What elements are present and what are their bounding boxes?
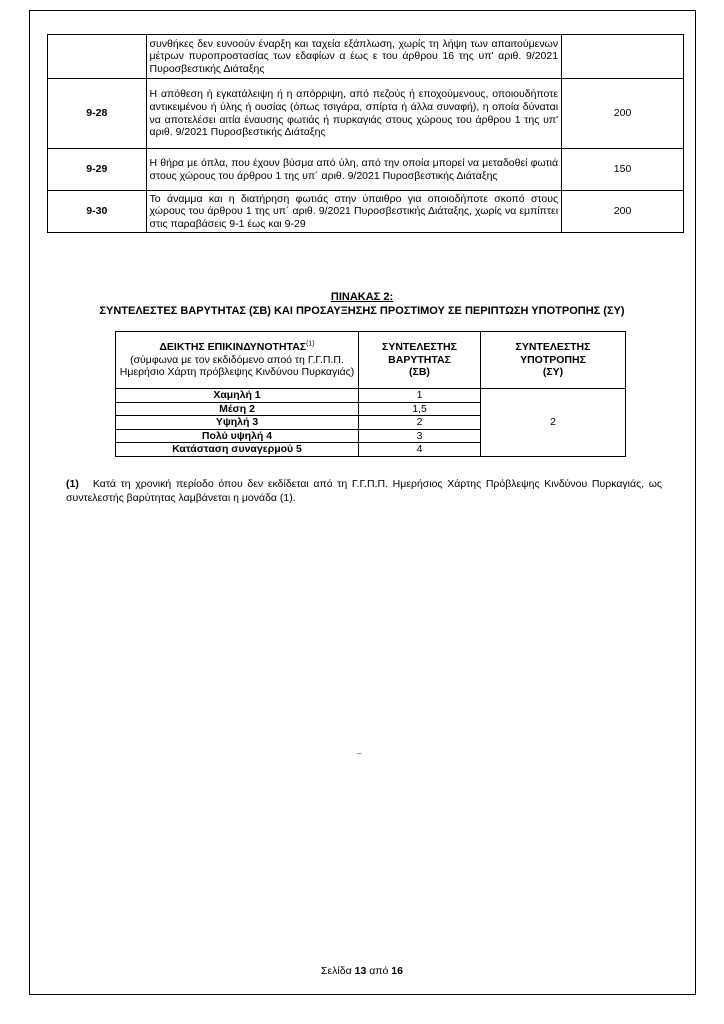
header-line: ΥΠΟΤΡΟΠΗΣ xyxy=(520,353,586,366)
table-row xyxy=(116,389,626,403)
severity-value: 2 xyxy=(359,416,481,430)
violation-fine: 200 xyxy=(562,191,684,233)
violation-fine xyxy=(562,35,684,79)
header-line: ΣΥΝΤΕΛΕΣΤΗΣ xyxy=(382,341,457,354)
footer-prefix: Σελίδα xyxy=(321,965,352,977)
risk-level: Υψηλή 3 xyxy=(116,416,359,430)
violation-code xyxy=(48,35,147,79)
violation-fine: 150 xyxy=(562,149,684,191)
footer-page-number: 13 xyxy=(354,965,367,977)
table-row xyxy=(48,35,684,79)
severity-value: 3 xyxy=(359,429,481,443)
risk-level: Μέση 2 xyxy=(116,402,359,416)
footnote xyxy=(66,478,662,505)
header-recidivism-coefficient xyxy=(481,332,626,389)
header-line: (ΣΒ) xyxy=(409,366,430,379)
severity-value: 1 xyxy=(359,389,481,403)
table-header-row xyxy=(116,332,626,389)
footnote-marker: (1) xyxy=(66,478,79,490)
header-line: (ΣΥ) xyxy=(542,366,564,379)
page-footer xyxy=(0,965,724,977)
risk-level: Χαμηλή 1 xyxy=(116,389,359,403)
footnote-ref: (1) xyxy=(306,340,315,348)
violation-code: 9-29 xyxy=(48,149,147,191)
table-row xyxy=(48,79,684,149)
header-risk-index xyxy=(116,332,359,389)
header-risk-index-note: (σύμφωνα με τον εκδιδόμενο αποό τη Γ.Γ.Π.Π. Ημερήσιο Χάρτη πρόβλεψης Κινδύνου Πυρκαγιάς) xyxy=(119,353,355,379)
recidivism-value: 2 xyxy=(481,389,626,457)
header-severity-coefficient xyxy=(359,332,481,389)
violation-description: Η θήρα με όπλα, που έχουν βύσμα από ύλη, από την οποία μπορεί να μεταδοθεί φωτιά στους χώρους του άρθρου 1 της υπ´ αριθ. 9/2021 Πυροσβεστικής Διάταξης xyxy=(146,149,562,191)
footer-middle: από xyxy=(369,965,389,977)
severity-value: 1,5 xyxy=(359,402,481,416)
header-line: ΣΥΝΤΕΛΕΣΤΗΣ xyxy=(515,341,591,354)
violation-description: Η απόθεση ή εγκατάλειψη ή η απόρριψη, από πεζούς ή εποχούμενους, οποιουδήποτε αντικειμένου ή ύλης ή ουσίας (όπως τσιγάρα, σπίρτα ή άλλα συναφή), η οποία δύναται να αποτελέσει αιτία έναυσης φωτιάς ή πυρκαγιάς στους χώρους του άρθρου 1 της υπ' αριθ. 9/2021 Πυροσβεστικής Διάταξης xyxy=(146,79,562,149)
footer-total-pages: 16 xyxy=(391,965,403,977)
header-risk-index-title: ΔΕΙΚΤΗΣ ΕΠΙΚΙΝΔΥΝΟΤΗΤΑΣ xyxy=(159,341,307,354)
violation-code: 9-28 xyxy=(48,79,147,149)
table2-title: ΠΙΝΑΚΑΣ 2: xyxy=(330,291,394,303)
table2-subtitle: ΣΥΝΤΕΛΕΣΤΕΣ ΒΑΡΥΤΗΤΑΣ (ΣΒ) ΚΑΙ ΠΡΟΣΑΥΞΗΣΗΣ ΠΡΟΣΤΙΜΟΥ ΣΕ ΠΕΡΙΠΤΩΣΗ ΥΠΟΤΡΟΠΗΣ (ΣΥ) xyxy=(99,305,625,317)
violation-description: συνθήκες δεν ευνοούν έναρξη και ταχεία εξάπλωση, χωρίς τη λήψη των απαιτούμενων μέτρων πυροπροστασίας των εδαφίων α έως ε του άρθρου 16 της υπ' αριθ. 9/2021 Πυροσβεστικής Διάταξης xyxy=(146,35,562,79)
footnote-text: Κατά τη χρονική περίοδο όπου δεν εκδίδεται από τη Γ.Γ.Π.Π. Ημερήσιος Χάρτης Πρόβλεψης Κινδύνου Πυρκαγιάς, ως συντελεστής βαρύτητας λαμβάνεται η μονάδα (1). xyxy=(66,478,662,504)
violation-description: Το άναμμα και η διατήρηση φωτιάς στην ύπαιθρο για οποιοδήποτε σκοπό στους χώρους του άρθρου 1 της υπ´ αριθ. 9/2021 Πυροσβεστικής Διάταξης, χωρίς να εμπίπτει στις παραβάσεις 9-1 έως και 9-29 xyxy=(146,191,562,233)
violation-code: 9-30 xyxy=(48,191,147,233)
coefficients-table xyxy=(115,331,626,457)
violation-fine: 200 xyxy=(562,79,684,149)
severity-value: 4 xyxy=(359,443,481,457)
risk-level: Πολύ υψηλή 4 xyxy=(116,429,359,443)
separator-mark: _ xyxy=(357,745,362,754)
table-row xyxy=(48,149,684,191)
violations-table xyxy=(47,34,684,233)
risk-level: Κατάσταση συναγερμού 5 xyxy=(116,443,359,457)
table-row xyxy=(48,191,684,233)
header-line: ΒΑΡΥΤΗΤΑΣ xyxy=(388,353,451,366)
